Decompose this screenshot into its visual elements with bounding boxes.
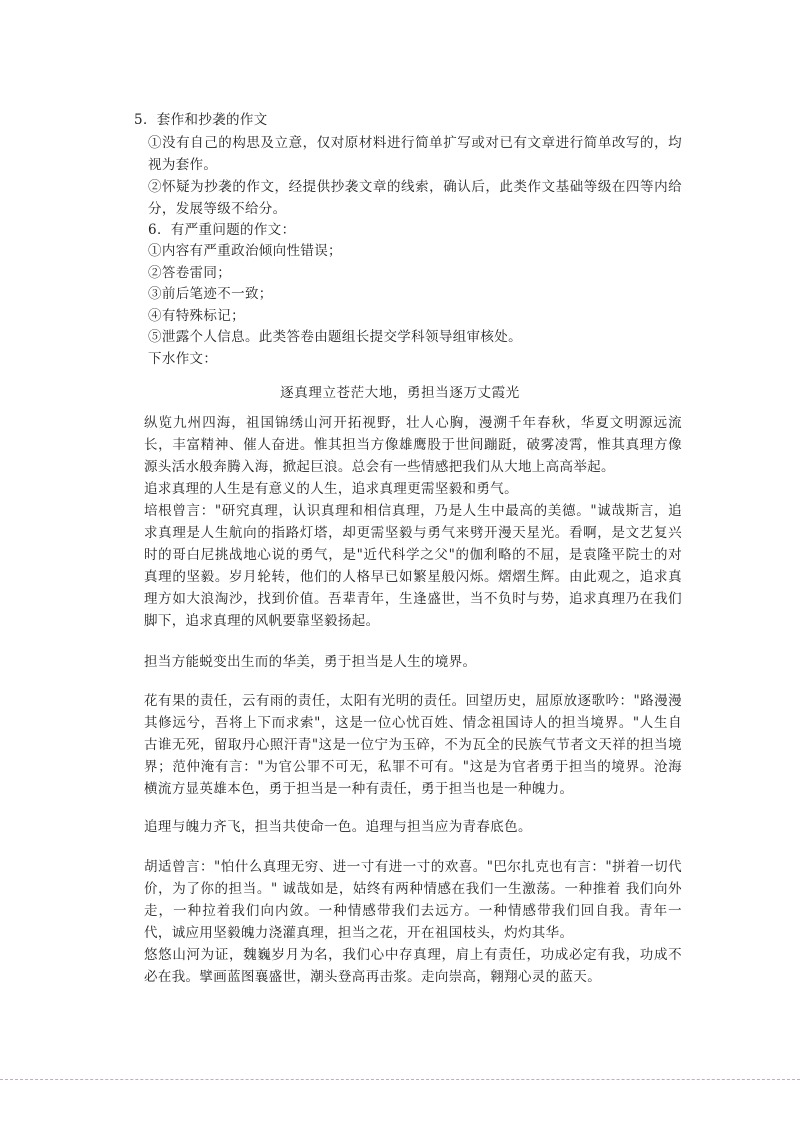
essay-paragraph: 追理与魄力齐飞，担当共使命一色。追理与担当应为青春底色。 [144,819,532,835]
essay-paragraph: 纵览九州四海，祖国锦绣山河开拓视野，壮人心胸，漫溯千年春秋，华夏文明源远流长，丰富精神、催人奋进。惟其担当方像雄鹰股于世间蹦跹，破雾凌霄，惟其真理方像源头活水般奔腾入海，掀起巨浪。总会有一些情感把我们从大地上高高举起。 [144,415,682,475]
item6-title: 6．有严重问题的作文： [148,221,296,238]
item6-list-item: ③前后笔迹不一致； [148,286,273,302]
item6-list-item: ④有特殊标记； [148,307,245,324]
item6-list-item: ⑤泄露个人信息。此类答卷由题组长提交学科领导组审核处。 [148,329,522,345]
essay-title: 逐真理立苍茫大地，勇担当逐万丈霞光 [280,385,520,401]
essay-body-1 [116,412,682,632]
essay-paragraph: 培根曾言："研究真理，认识真理和相信真理，乃是人生中最高的美德。"诚哉斯言，追求真理是人生航向的指路灯塔，却更需坚毅与勇气来劈开漫天星光。看啊，是文艺复兴时的哥白尼挑战地心说的勇气，是"近代科学之父"的伽利略的不屈，是袁隆平院士的对真理的坚毅。岁月轮转，他们的人格早已如繁星般闪烁。熠熠生辉。由此观之，追求真理方如大浪淘沙，找到价值。吾辈青年，生逢盛世，当不负时与势，追求真理乃在我们脚下，追求真理的风帆要靠坚毅扬起。 [144,503,682,629]
sample-essay-label: 下水作文： [148,350,218,367]
essay-paragraph: 追求真理的人生是有意义的人生，追求真理更需坚毅和勇气。 [144,481,518,497]
essay-paragraph: 担当方能蜕变出生而的华美，勇于担当是人生的境界。 [144,654,477,670]
essay-body-5 [116,856,682,988]
item6-list-item: ②答卷雷同； [148,264,232,281]
essay-paragraph: 胡适曾言："怕什么真理无穷、进一寸有进一寸的欢喜。"巴尔扎克也有言："拼着一切代价，为了你的担当。" 诚哉如是，姑终有两种情感在我们一生激荡。一种推着 我们向外走，一种拉着我们向内敛。一种情感带我们去远方。一种情感带我们回自我。青年一代，诚应用坚毅魄力浇灌真理，担当之花，开在祖国枝头，灼灼其华。 [144,859,682,941]
rules-section [116,110,682,370]
essay-body-3 [116,690,682,800]
item5-paragraph-1: ①没有自己的构思及立意，仅对原材料进行简单扩写或对已有文章进行简单改写的，均视为套作。 [148,134,682,173]
essay-body-4 [116,816,682,838]
item5-paragraph-2: ②怀疑为抄袭的作文，经提供抄袭文章的线索，确认后，此类作文基础等级在四等内给分，发展等级不给分。 [148,178,682,217]
essay-paragraph: 悠悠山河为证，魏巍岁月为名，我们心中存真理，肩上有责任，功成必定有我，功成不必在我。擘画蓝图襄盛世，潮头登高再击浆。走向崇高，翱翔心灵的蓝天。 [144,947,682,985]
item6-list-item: ①内容有严重政治倾向性错误； [148,243,342,259]
essay-body-2 [116,651,682,673]
page-divider [0,1079,800,1080]
item5-title: 5．套作和抄袭的作文 [134,112,268,128]
essay-paragraph: 花有果的责任，云有雨的责任，太阳有光明的责任。回望历史，屈原放逐歌吟："路漫漫其修远兮，吾将上下而求索"，这是一位心忧百姓、情念祖国诗人的担当境界。"人生自古谁无死，留取丹心照汗青"这是一位宁为玉碎，不为瓦全的民族气节者文天祥的担当境界；范仲淹有言："为官公罪不可无，私罪不可有。"这是为官者勇于担当的境界。沧海横流方显英雄本色，勇于担当是一种有责任，勇于担当也是一种魄力。 [144,693,682,797]
